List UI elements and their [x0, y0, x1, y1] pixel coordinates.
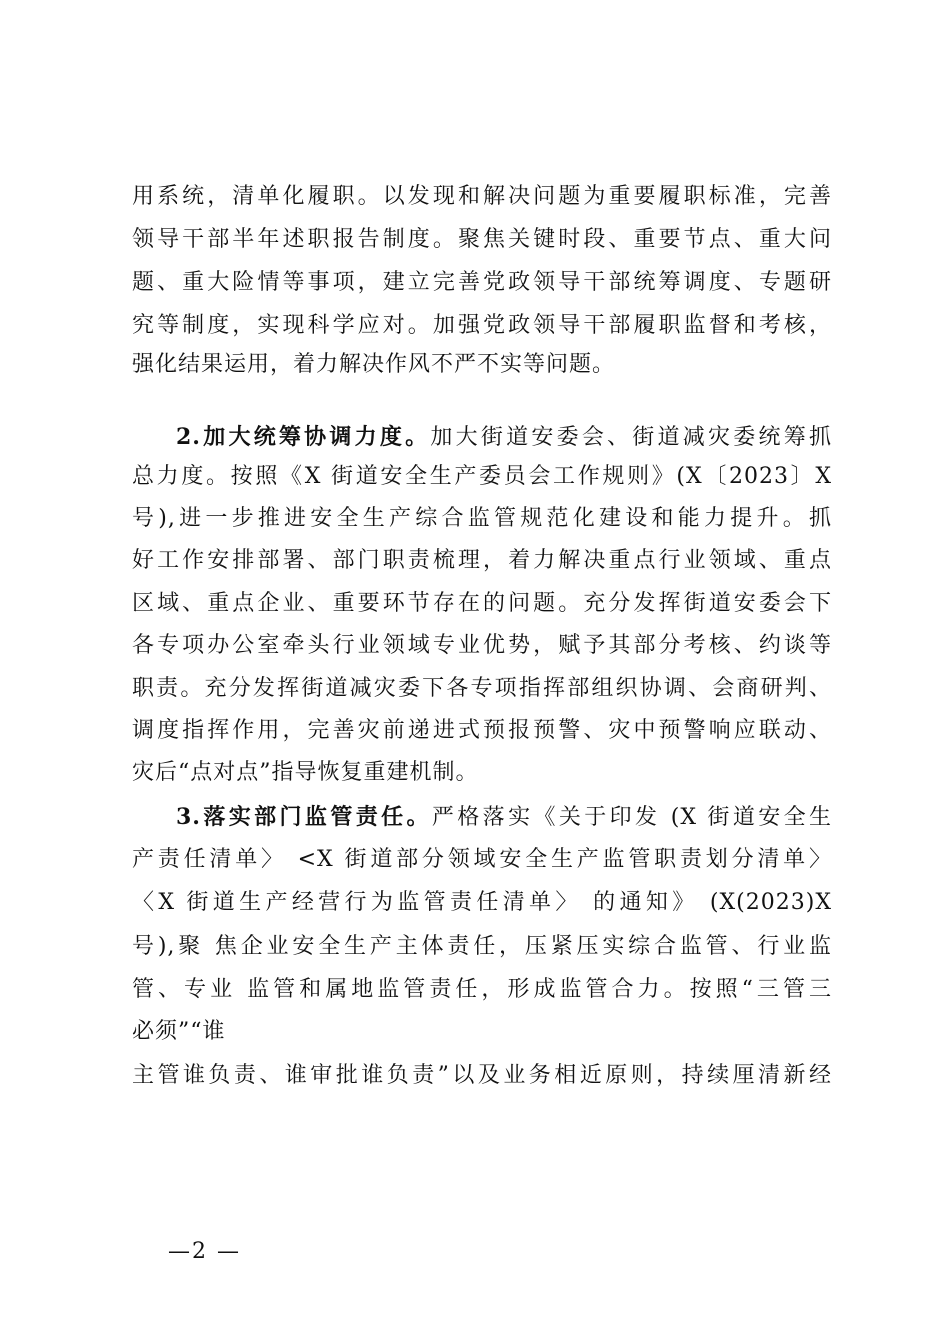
- text-line: 究等制度，实现科学应对。加强党政领导干部履职监督和考核，: [132, 313, 832, 338]
- section-3-first-line: [176, 802, 832, 833]
- text-line: 产责任清单〉 <X 街道部分领域安全生产监管职责划分清单〉: [132, 847, 832, 872]
- text-line: 强化结果运用，着力解决作风不严不实等问题。: [132, 352, 616, 377]
- text-line: 领导干部半年述职报告制度。聚焦关键时段、重要节点、重大问: [132, 227, 832, 252]
- text-line: 管、专业 监管和属地监管责任，形成监管合力。按照“三管三: [132, 977, 832, 1002]
- text-line: 号),进一步推进安全生产综合监管规范化建设和能力提升。抓: [132, 506, 832, 531]
- page-number: —2 —: [168, 1239, 241, 1264]
- text-line: 总力度。按照《X 街道安全生产委员会工作规则》(X〔2023〕X: [132, 464, 832, 489]
- section-2-first-line: [176, 422, 832, 453]
- section-2-heading: 2.加大统筹协调力度。: [176, 424, 431, 450]
- text-line: 题、重大险情等事项，建立完善党政领导干部统筹调度、专题研: [132, 270, 832, 295]
- text-line: 调度指挥作用，完善灾前递进式预报预警、灾中预警响应联动、: [132, 718, 832, 743]
- text-line: 区域、重点企业、重要环节存在的问题。充分发挥街道安委会下: [132, 591, 832, 616]
- section-3-heading: 3.落实部门监管责任。: [176, 804, 432, 830]
- text-line: 〈X 街道生产经营行为监管责任清单〉 的通知》 (X(2023)X: [132, 890, 832, 915]
- section-3-first-line-rest: 严格落实《关于印发 (X 街道安全生: [431, 805, 833, 830]
- text-line: 号),聚 焦企业安全生产主体责任，压紧压实综合监管、行业监: [132, 934, 832, 959]
- text-line: 灾后“点对点”指导恢复重建机制。: [132, 760, 479, 785]
- text-line: 用系统，清单化履职。以发现和解决问题为重要履职标准，完善: [132, 184, 832, 209]
- text-line: 主管谁负责、谁审批谁负责”以及业务相近原则，持续厘清新经: [132, 1063, 832, 1088]
- text-line: 各专项办公室牵头行业领域专业优势，赋予其部分考核、约谈等: [132, 633, 832, 658]
- text-line: 好工作安排部署、部门职责梳理，着力解决重点行业领域、重点: [132, 548, 832, 573]
- section-2-first-line-rest: 加大街道安委会、街道减灾委统筹抓: [430, 425, 832, 450]
- text-line: 职责。充分发挥街道减灾委下各专项指挥部组织协调、会商研判、: [132, 676, 832, 701]
- text-line: 必须”“谁: [132, 1019, 226, 1044]
